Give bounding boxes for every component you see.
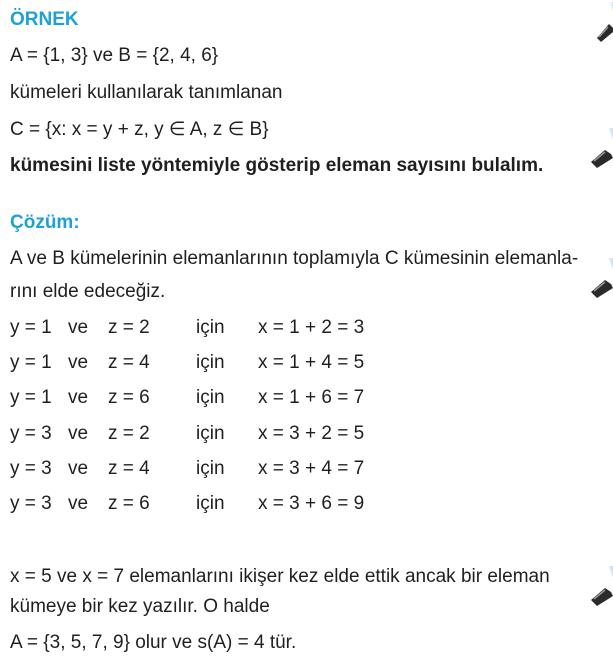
- pen-icon: [589, 128, 613, 168]
- conjunction: ve: [68, 423, 89, 444]
- for-label: için: [196, 317, 225, 338]
- conclusion-3: A = {3, 5, 7, 9} olur ve s(A) = 4 tür.: [10, 632, 297, 653]
- calc-row: [10, 492, 364, 516]
- y-value: y = 3: [10, 458, 52, 479]
- calc-row: [10, 422, 364, 446]
- example-heading: ÖRNEK: [10, 9, 79, 30]
- y-value: y = 1: [10, 387, 52, 408]
- pen-icon: [589, 566, 613, 606]
- pen-icon: [589, 2, 613, 42]
- x-result: x = 3 + 6 = 9: [258, 493, 365, 514]
- sets-description: kümeleri kullanılarak tanımlanan: [10, 82, 283, 103]
- z-value: z = 6: [108, 387, 150, 408]
- y-value: y = 3: [10, 493, 52, 514]
- z-value: z = 4: [108, 352, 150, 373]
- x-result: x = 3 + 4 = 7: [258, 458, 365, 479]
- conjunction: ve: [68, 458, 89, 479]
- conclusion-2: kümeye bir kez yazılır. O halde: [10, 596, 270, 617]
- z-value: z = 6: [108, 493, 150, 514]
- for-label: için: [196, 423, 225, 444]
- z-value: z = 2: [108, 317, 150, 338]
- calc-row: [10, 316, 364, 340]
- conclusion-1: x = 5 ve x = 7 elemanlarını ikişer kez elde ettik ancak bir eleman: [10, 566, 550, 587]
- solution-heading: Çözüm:: [10, 212, 80, 233]
- solution-intro-2: rını elde edeceğiz.: [10, 281, 166, 302]
- for-label: için: [196, 387, 225, 408]
- calc-row: [10, 386, 364, 410]
- pen-icon: [589, 258, 613, 298]
- x-result: x = 1 + 4 = 5: [258, 352, 365, 373]
- set-c-definition: C = {x: x = y + z, y ∈ A, z ∈ B}: [10, 119, 269, 140]
- conjunction: ve: [68, 317, 89, 338]
- for-label: için: [196, 493, 225, 514]
- calc-row: [10, 351, 364, 375]
- conjunction: ve: [68, 352, 89, 373]
- x-result: x = 1 + 6 = 7: [258, 387, 365, 408]
- z-value: z = 2: [108, 423, 150, 444]
- y-value: y = 1: [10, 352, 52, 373]
- z-value: z = 4: [108, 458, 150, 479]
- conjunction: ve: [68, 387, 89, 408]
- question-text: kümesini liste yöntemiyle gösterip eleman sayısını bulalım.: [10, 155, 544, 176]
- x-result: x = 3 + 2 = 5: [258, 423, 365, 444]
- calc-row: [10, 457, 364, 481]
- conjunction: ve: [68, 493, 89, 514]
- solution-intro-1: A ve B kümelerinin elemanlarının toplamıyla C kümesinin elemanla-: [10, 248, 579, 269]
- for-label: için: [196, 458, 225, 479]
- y-value: y = 3: [10, 423, 52, 444]
- x-result: x = 1 + 2 = 3: [258, 317, 365, 338]
- sets-definition: A = {1, 3} ve B = {2, 4, 6}: [10, 45, 219, 66]
- y-value: y = 1: [10, 317, 52, 338]
- for-label: için: [196, 352, 225, 373]
